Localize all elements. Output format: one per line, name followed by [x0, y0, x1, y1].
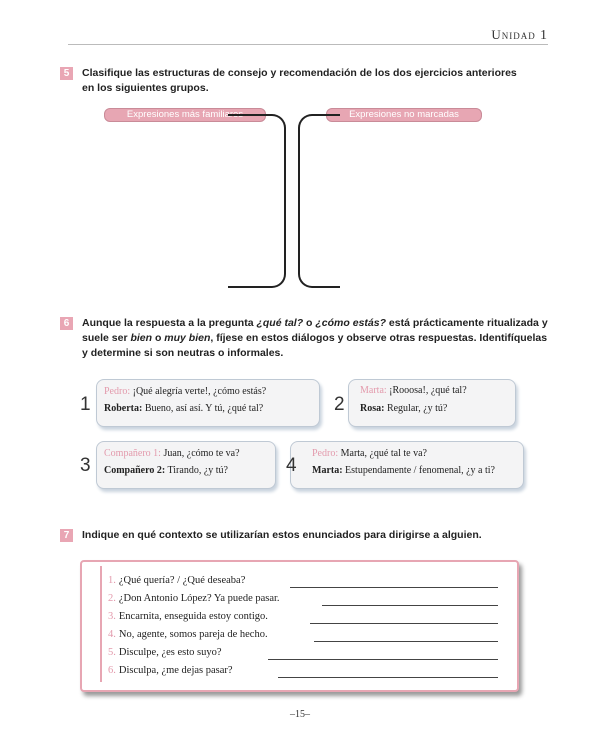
unit-label: [491, 27, 548, 44]
unit-number: 1: [540, 28, 548, 43]
exercise-5-instruction-line2: en los siguientes grupos.: [82, 82, 209, 94]
dialogue-1-text-2: Bueno, así así. Y tú, ¿qué tal?: [142, 403, 264, 414]
dialogue-number-3: 3: [80, 455, 91, 476]
dialogue-3-speaker-2: Compañero 2:: [104, 465, 166, 476]
dialogue-3-text-1: Juan, ¿cómo te va?: [160, 448, 240, 459]
exercise-6-instruction: [82, 316, 548, 361]
exercise-5-marker: 5: [60, 67, 73, 80]
dialogue-2-text-1: ¡Rooosa!, ¿qué tal?: [386, 385, 467, 396]
ex6-l2-w1: bien: [130, 332, 153, 344]
dialogue-1-speaker-1: Pedro:: [104, 386, 131, 397]
list-item-number: 4.: [108, 629, 116, 640]
dialogue-2-speaker-2: Rosa:: [360, 403, 385, 414]
list-item-number: 6.: [108, 665, 116, 676]
dialogue-2-text-2: Regular, ¿y tú?: [384, 403, 448, 414]
list-item-text: Encarnita, enseguida estoy contigo.: [118, 611, 268, 622]
dialogue-4-text-1: Marta, ¿qué tal te va?: [338, 448, 427, 459]
left-bracket: [228, 114, 286, 288]
dialogue-1-text-1: ¡Qué alegría verte!, ¿cómo estás?: [130, 386, 267, 397]
dialogue-3-speaker-1: Compañero 1:: [104, 448, 161, 459]
ex6-l1-post: está prácticamente ritualizada y: [386, 317, 548, 329]
dialogue-2-line-2: [360, 403, 447, 414]
list-item-number: 3.: [108, 611, 116, 622]
list-item: [108, 611, 268, 622]
list-item-text: Disculpa, ¿me dejas pasar?: [118, 665, 233, 676]
list-item-text: ¿Qué quería? / ¿Qué deseaba?: [118, 575, 246, 586]
dialogue-4-line-2: [312, 465, 495, 476]
list-item-text: ¿Don Antonio López? Ya puede pasar.: [118, 593, 280, 604]
dialogue-4-text-2: Estupendamente / fenomenal, ¿y a ti?: [342, 465, 495, 476]
dialogue-1-line-1: [104, 386, 266, 397]
list-item: [108, 629, 268, 640]
dialogue-3-line-1: [104, 448, 240, 459]
exercise-7-instruction: Indique en qué contexto se utilizarían estos enunciados para dirigirse a alguien.: [82, 529, 482, 541]
dialogue-3-line-2: [104, 465, 228, 476]
dialogue-2-speaker-1: Marta:: [360, 385, 387, 396]
column-left-header: Expresiones más familiares: [104, 108, 266, 122]
dialogue-4-line-1: [312, 448, 427, 459]
list-item: [108, 575, 245, 586]
exercise-6-instruction-line3: y determine si son neutras o informales.: [82, 347, 284, 359]
list-item-text: Disculpe, ¿es esto suyo?: [118, 647, 222, 658]
right-bracket: [298, 114, 340, 288]
list-item: [108, 593, 280, 604]
answer-line-2[interactable]: [322, 605, 498, 606]
page-number: –15–: [290, 709, 310, 720]
exercise-7-list-box: [80, 560, 519, 692]
ex6-l1-q2: ¿cómo estás?: [315, 317, 386, 329]
ex6-l1-mid: o: [303, 317, 316, 329]
dialogue-3-text-2: Tirando, ¿y tú?: [165, 465, 228, 476]
list-item-number: 1.: [108, 575, 116, 586]
ex6-l2-post: , fíjese en estos diálogos y observe otras respuestas. Identifíquelas: [210, 332, 548, 344]
list-item-number: 2.: [108, 593, 116, 604]
dialogue-1-line-2: [104, 403, 263, 414]
dialogue-4-speaker-1: Pedro:: [312, 448, 339, 459]
exercise-6-instruction-line2: [82, 331, 548, 346]
exercise-5-instruction: [82, 66, 517, 96]
exercise-7-marker: 7: [60, 529, 73, 542]
ex6-l2-w2: muy bien: [164, 332, 211, 344]
unit-word: Unidad: [491, 27, 536, 42]
list-item: [108, 647, 222, 658]
ex6-l2-pre: suele ser: [82, 332, 131, 344]
answer-line-5[interactable]: [268, 659, 498, 660]
dialogue-2-line-1: [360, 385, 467, 396]
ex6-l1-q1: ¿qué tal?: [256, 317, 304, 329]
dialogue-4-speaker-2: Marta:: [312, 465, 343, 476]
dialogue-number-1: 1: [80, 394, 91, 415]
ex6-l2-mid: o: [152, 332, 165, 344]
exercise-6-instruction-line1: [82, 316, 548, 331]
answer-line-4[interactable]: [314, 641, 498, 642]
exercise-6-marker: 6: [60, 317, 73, 330]
dialogue-number-4: 4: [286, 455, 297, 476]
exercise-7-list: [100, 566, 507, 682]
ex6-l1-pre: Aunque la respuesta a la pregunta: [82, 317, 257, 329]
answer-line-6[interactable]: [278, 677, 498, 678]
answer-line-3[interactable]: [310, 623, 498, 624]
column-right-header: Expresiones no marcadas: [326, 108, 482, 122]
list-item-text: No, agente, somos pareja de hecho.: [118, 629, 268, 640]
list-item: [108, 665, 233, 676]
answer-line-1[interactable]: [290, 587, 498, 588]
dialogue-number-2: 2: [334, 394, 345, 415]
exercise-5-instruction-line1: Clasifique las estructuras de consejo y recomendación de los dos ejercicios anteriores: [82, 67, 517, 79]
dialogue-1-speaker-2: Roberta:: [104, 403, 143, 414]
header-rule: [68, 44, 548, 45]
list-item-number: 5.: [108, 647, 116, 658]
